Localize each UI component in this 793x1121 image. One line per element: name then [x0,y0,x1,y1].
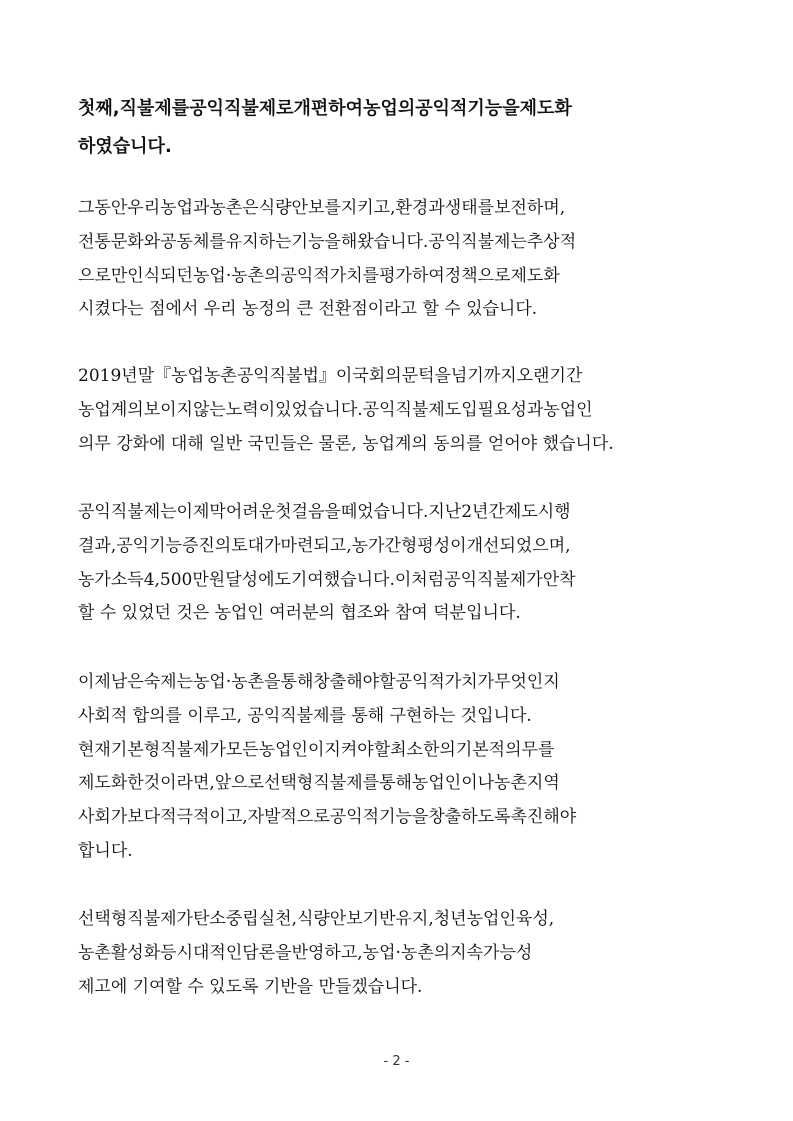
paragraph-3-line-2: 결과,공익기능증진의토대가마련되고,농가간형평성이개선되었으며, [78,535,571,556]
paragraph-2-line-2: 농업계의보이지않는노력이있었습니다.공익직불제도입필요성과농업인 [78,399,593,420]
heading-line-1: 첫째,직불제를공익직불제로개편하여농업의공익적기능을제도화 [78,98,572,119]
paragraph-3-line-4: 할 수 있었던 것은 농업인 여러분의 협조와 참여 덕분입니다. [78,603,521,624]
paragraph-1-line-2: 전통문화와공동체를유지하는기능을해왔습니다.공익직불제는추상적 [78,231,577,252]
paragraph-5-line-1: 선택형직불제가탄소중립실천,식량안보기반유지,청년농업인육성, [78,909,555,929]
paragraph-1-line-3: 으로만인식되던농업·농촌의공익적가치를평가하여정책으로제도화 [78,265,560,286]
heading-line-2: 하였습니다. [78,136,172,157]
paragraph-4-line-1: 이제남은숙제는농업·농촌을통해창출해야할공익적가치가무엇인지 [78,672,560,692]
paragraph-2-line-1: 2019년말『농업농촌공익직불법』이국회의문턱을넘기까지오랜기간 [78,366,583,386]
paragraph-3-line-1: 공익직불제는이제막어려운첫걸음을떼었습니다.지난2년간제도시행 [78,502,571,522]
paragraph-3 [78,496,718,631]
paragraph-5-line-2: 농촌활성화등시대적인담론을반영하고,농업·농촌의지속가능성 [78,942,533,963]
paragraph-2 [78,360,718,461]
section-heading [78,90,718,166]
page-number: - 2 - [383,1054,410,1069]
paragraph-3-line-3: 농가소득4,500만원달성에도기여했습니다.이처럼공익직불제가안착 [78,569,576,590]
paragraph-1-line-1: 그동안우리농업과농촌은식량안보를지키고,환경과생태를보전하며, [78,198,566,218]
paragraph-2-line-3: 의무 강화에 대해 일반 국민들은 물론, 농업계의 동의를 얻어야 했습니다. [78,433,614,454]
paragraph-5-line-3: 제고에 기여할 수 있도록 기반을 만들겠습니다. [78,976,423,997]
paragraph-4-line-3: 현재기본형직불제가모든농업인이지켜야할최소한의기본적의무를 [78,739,555,760]
paragraph-5 [78,903,718,1004]
paragraph-4 [78,666,718,869]
paragraph-4-line-2: 사회적 합의를 이루고, 공익직불제를 통해 구현하는 것입니다. [78,705,532,726]
paragraph-1 [78,192,718,327]
paragraph-4-line-6: 합니다. [78,840,133,861]
paragraph-4-line-4: 제도화한것이라면,앞으로선택형직불제를통해농업인이나농촌지역 [78,773,560,794]
paragraph-4-line-5: 사회가보다적극적이고,자발적으로공익적기능을창출하도록촉진해야 [78,807,577,828]
paragraph-1-line-4: 시켰다는 점에서 우리 농정의 큰 전환점이라고 할 수 있습니다. [78,299,538,320]
